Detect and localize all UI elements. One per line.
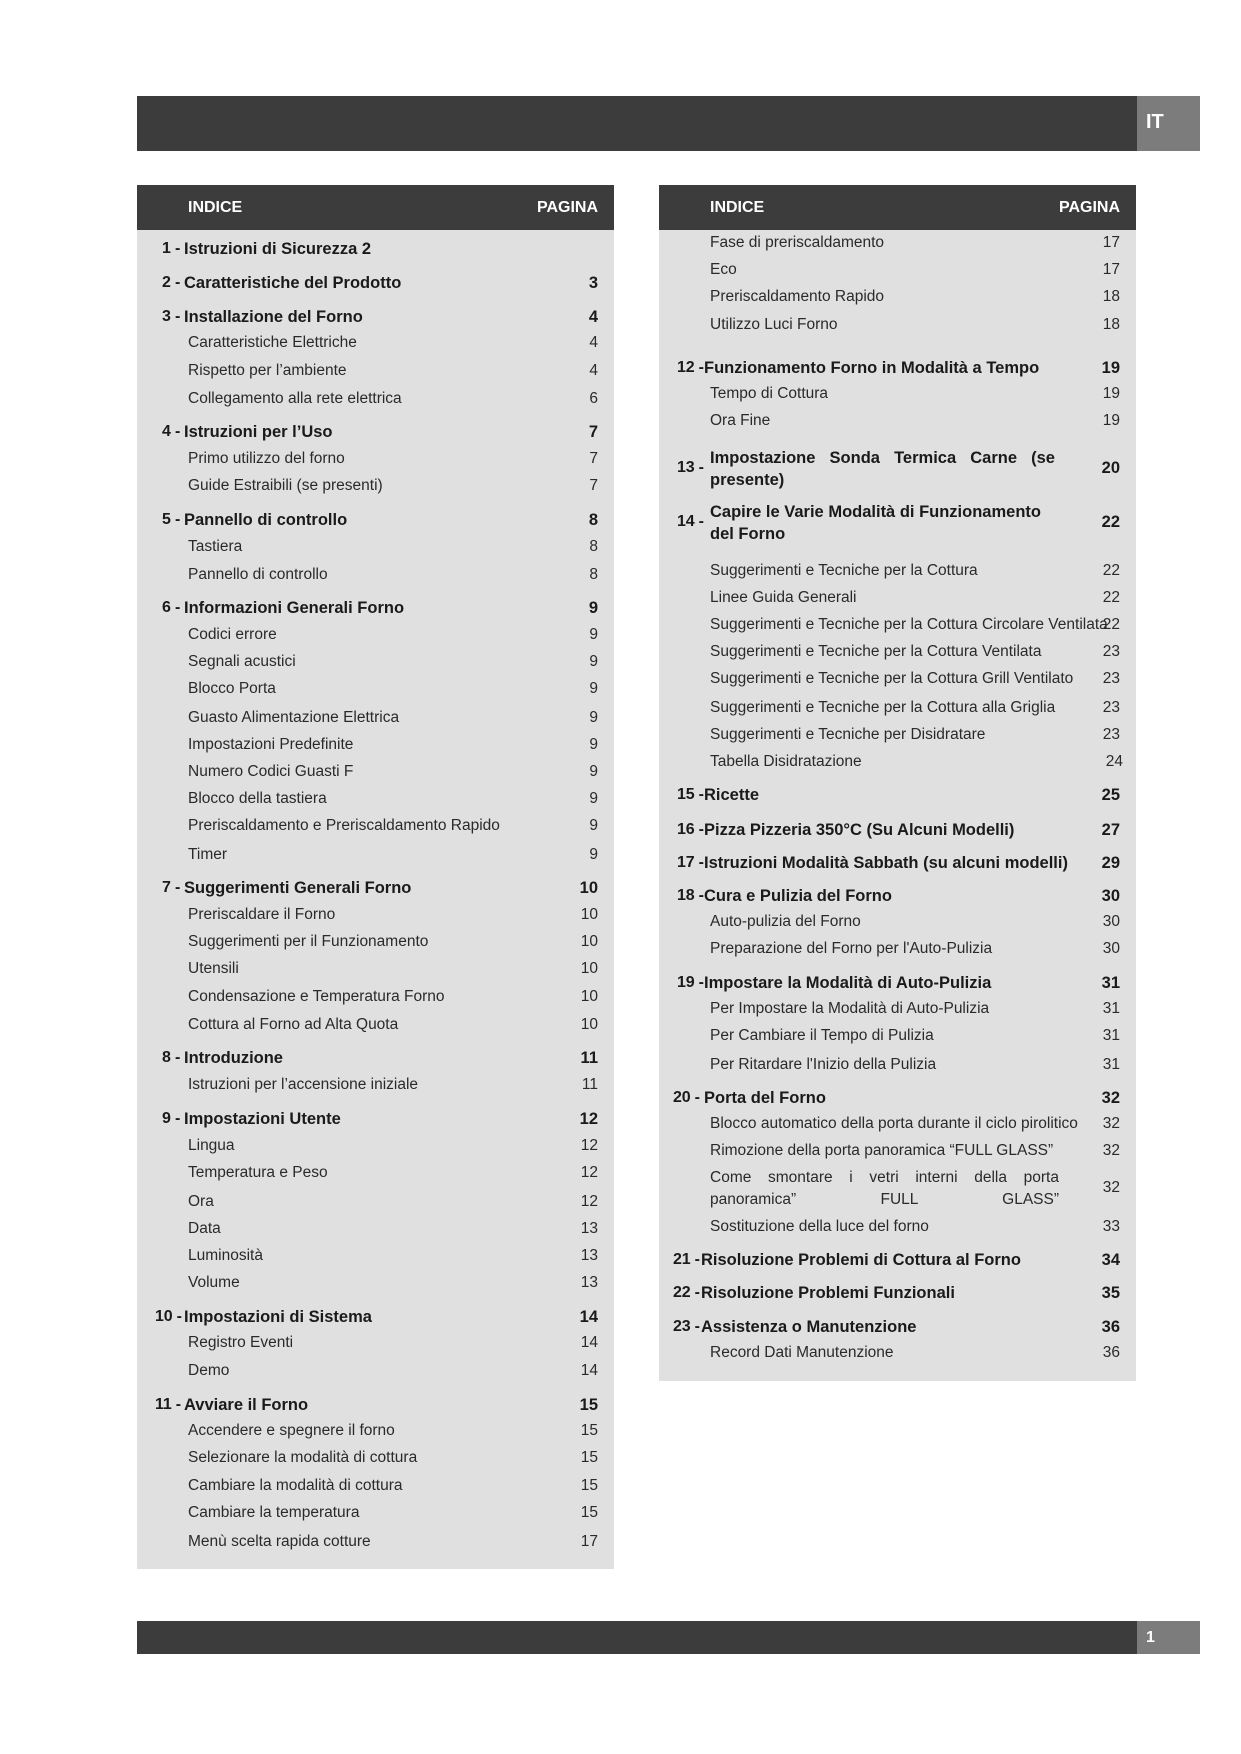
toc-right-column: INDICE PAGINA Fase di preriscaldamento 17 Eco 17 Preriscaldamento Rapido 18 Utilizzo Luci Forno 18 12 - Funzionamento Forno in Modalità a Tempo 19 Tempo di Cottura 19 Ora Fine 19 13 - Impostazione Sonda Termica Carne (se presente) 20 14 - Capire le Varie Modalità di Funzionamento del Forno 22 Suggerimenti e Tecniche per la Cottura 22 Linee Guida Generali 22 Suggerimenti e Tecniche per la Cottura Circolare Ventilata 22 Suggerimenti e Tecniche per la Cottura Ventilata 23 Suggerimenti e Tecniche per la Cottura Grill Ventilato 23 Suggerimenti e Tecniche per la Cottura alla Griglia 23 Suggerimenti e Tecniche per Disidratare 23 Tabella Disidratazione 24 15 - Ricette 25 16 - Pizza Pizzeria 350°C (Su Alcuni Modelli) 27 17 - Istruzioni Modalità Sabbath (su alcuni modelli) 29 18 - Cura e Pulizia del Forno 30 Auto-pulizia del Forno 30 Preparazione del Forno per l'Auto-Pulizia 30 19 - Impostare la Modalità di Auto-Pulizia 31 Per Impostare la Modalità di Auto-Pulizia 31 Per Cambiare il Tempo di Pulizia 31 Per Ritardare l'Inizio della Pulizia 31 20 - Porta del Forno 32 Blocco automatico della porta durante il ciclo pirolitico 32 Rimozione della porta panoramica “FULL GLASS” 32 Come smontare i vetri interni della porta panoramica” FULL GLASS” 32 Sostituzione della luce del forno 33 21 - Risoluzione Problemi di Cottura al Forno 34 22 - Risoluzione Problemi Funzionali 35 23 - Assistenza o Manutenzione 36 Record Dati Manutenzione 36: [659, 185, 1136, 1381]
page-number: 1: [1137, 1621, 1200, 1654]
footer-bar: [137, 1621, 1137, 1654]
toc-header-page: PAGINA: [1058, 199, 1120, 216]
toc-left-column: INDICE PAGINA 1 - Istruzioni di Sicurezza 2 2 - Caratteristiche del Prodotto 3 3 - Installazione del Forno 4 Caratteristiche Elettriche 4 Rispetto per l’ambiente 4 Collegamento alla rete elettrica 6 4 - Istruzioni per l’Uso 7 Primo utilizzo del forno 7 Guide Estraibili (se presenti) 7 5 - Pannello di controllo 8 Tastiera 8 Pannello di controllo 8 6 - Informazioni Generali Forno 9 Codici errore 9 Segnali acustici 9 Blocco Porta 9 Guasto Alimentazione Elettrica 9 Impostazioni Predefinite 9 Numero Codici Guasti F 9 Blocco della tastiera 9 Preriscaldamento e Preriscaldamento Rapido 9 Timer 9 7 - Suggerimenti Generali Forno 10 Preriscaldare il Forno 10 Suggerimenti per il Funzionamento 10 Utensili 10 Condensazione e Temperatura Forno 10 Cottura al Forno ad Alta Quota 10 8 - Introduzione 11 Istruzioni per l’accensione iniziale 11 9 - Impostazioni Utente 12 Lingua 12 Temperatura e Peso 12 Ora 12 Data 13 Luminosità 13 Volume 13 10 - Impostazioni di Sistema 14 Registro Eventi 14 Demo 14 11 - Avviare il Forno 15 Accendere e spegnere il forno 15 Selezionare la modalità di cottura 15 Cambiare la modalità di cottura 15 Cambiare la temperatura 15 Menù scelta rapida cotture 17: [137, 185, 614, 1569]
toc-header-page: PAGINA: [536, 199, 598, 216]
toc-header-index: INDICE: [710, 199, 765, 216]
toc-right-header: [659, 185, 1136, 230]
language-tab: IT: [1137, 96, 1200, 151]
toc-left-header: [137, 185, 614, 230]
header-bar: [137, 96, 1137, 151]
toc-header-index: INDICE: [188, 199, 243, 216]
